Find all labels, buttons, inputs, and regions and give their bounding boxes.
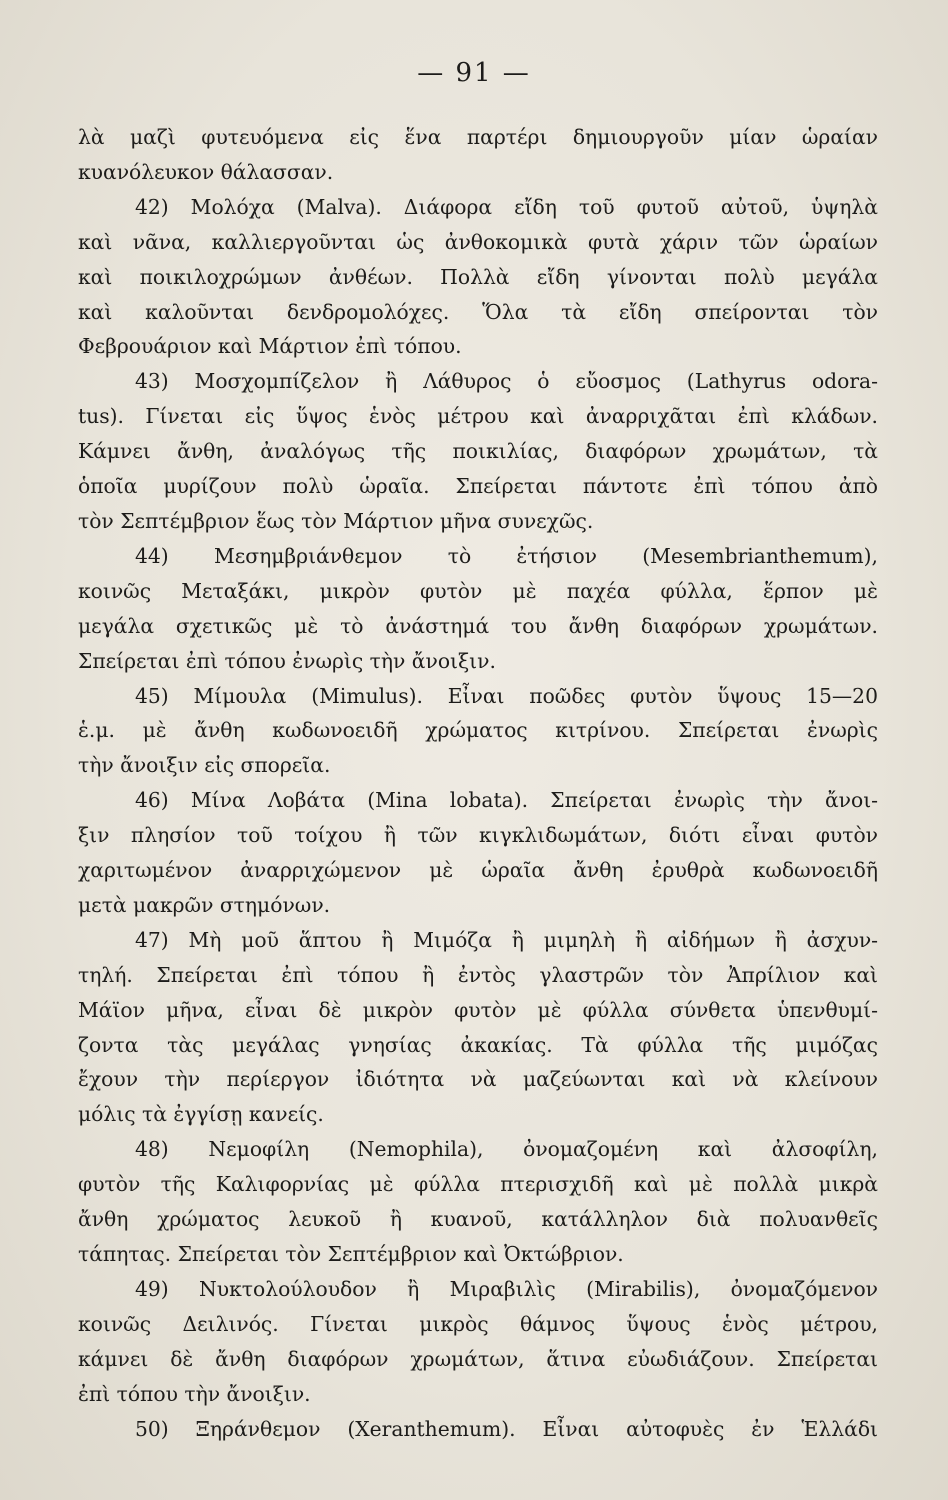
text-line: tus). Γίνεται εἰς ὕψος ἑνὸς μέτρου καὶ ἀναρριχᾶται ἐπὶ κλάδων. xyxy=(78,404,878,429)
text-line: 49) Νυκτολούλουδον ἢ Μιραβιλὶς (Mirabilis), ὀνομαζόμενον xyxy=(135,1276,878,1301)
text-line: ἐπὶ τόπου τὴν ἄνοιξιν. xyxy=(78,1381,311,1406)
text-line: κάμνει δὲ ἄνθη διαφόρων χρωμάτων, ἅτινα εὐωδιάζουν. Σπείρεται xyxy=(78,1346,878,1371)
text-line: ἑ.μ. μὲ ἄνθη κωδωνοειδῆ χρώματος κιτρίνου. Σπείρεται ἐνωρὶς xyxy=(78,718,878,743)
text-line: λὰ μαζὶ φυτευόμενα εἰς ἕνα παρτέρι δημιουργοῦν μίαν ὡραίαν xyxy=(78,125,878,149)
text-line: μεγάλα σχετικῶς μὲ τὸ ἀνάστημά του ἄνθη διαφόρων χρωμάτων. xyxy=(78,613,878,638)
text-line: χαριτωμένον ἀναρριχώμενον μὲ ὡραῖα ἄνθη ἐρυθρὰ κωδωνοειδῆ xyxy=(78,858,878,883)
page-number: — 91 — xyxy=(417,58,531,88)
text-line: καὶ καλοῦνται δενδρομολόχες. Ὅλα τὰ εἴδη σπείρονται τὸν xyxy=(78,299,878,324)
text-line: 42) Μολόχα (Malva). Διάφορα εἴδη τοῦ φυτοῦ αὐτοῦ, ὑψηλὰ xyxy=(135,194,878,219)
text-line: κοινῶς Δειλινός. Γίνεται μικρὸς θάμνος ὕψους ἑνὸς μέτρου, xyxy=(78,1311,878,1336)
text-line: ξιν πλησίον τοῦ τοίχου ἢ τῶν κιγκλιδωμάτων, διότι εἶναι φυτὸν xyxy=(78,823,878,848)
text-line: φυτὸν τῆς Καλιφορνίας μὲ φύλλα πτερισχιδῆ καὶ μὲ πολλὰ μικρὰ xyxy=(78,1172,878,1197)
text-line: τὴν ἄνοιξιν εἰς σπορεῖα. xyxy=(78,753,331,778)
text-line: Σπείρεται ἐπὶ τόπου ἐνωρὶς τὴν ἄνοιξιν. xyxy=(78,648,496,673)
text-line: μόλις τὰ ἐγγίσῃ κανείς. xyxy=(78,1102,324,1127)
text-line: κυανόλευκον θάλασσαν. xyxy=(78,159,334,184)
text-line: ἄνθη χρώματος λευκοῦ ἢ κυανοῦ, κατάλληλον διὰ πολυανθεῖς xyxy=(78,1207,878,1232)
text-line: 48) Νεμοφίλη (Nemophila), ὀνομαζομένη καὶ ἀλσοφίλη, xyxy=(135,1137,878,1162)
text-line: 50) Ξηράνθεμον (Xeranthemum). Εἶναι αὐτοφυὲς ἐν Ἑλλάδι xyxy=(135,1416,878,1441)
text-line: 45) Μίμουλα (Mimulus). Εἶναι ποῶδες φυτὸν ὕψους 15—20 xyxy=(135,683,878,708)
text-line: 46) Μίνα Λοβάτα (Mina lobata). Σπείρεται ἐνωρὶς τὴν ἄνοι- xyxy=(135,788,878,813)
text-line: ζοντα τὰς μεγάλας γνησίας ἀκακίας. Τὰ φύλλα τῆς μιμόζας xyxy=(78,1032,878,1057)
text-line: καὶ ποικιλοχρώμων ἀνθέων. Πολλὰ εἴδη γίνονται πολὺ μεγάλα xyxy=(78,264,878,289)
text-line: τὸν Σεπτέμβριον ἕως τὸν Μάρτιον μῆνα συνεχῶς. xyxy=(78,508,594,533)
text-line: καὶ νᾶνα, καλλιεργοῦνται ὡς ἀνθοκομικὰ φυτὰ χάριν τῶν ὡραίων xyxy=(78,229,878,254)
text-line: μετὰ μακρῶν στημόνων. xyxy=(78,892,331,917)
text-line: 44) Μεσημβριάνθεμον τὸ ἐτήσιον (Mesembrianthemum), xyxy=(135,543,878,568)
text-line: τάπητας. Σπείρεται τὸν Σεπτέμβριον καὶ Ὀκτώβριον. xyxy=(78,1242,624,1266)
body-text xyxy=(78,120,878,1446)
text-line: κοινῶς Μεταξάκι, μικρὸν φυτὸν μὲ παχέα φύλλα, ἕρπον μὲ xyxy=(78,578,878,603)
text-line: 47) Μὴ μοῦ ἅπτου ἢ Μιμόζα ἢ μιμηλὴ ἢ αἰδήμων ἢ ἀσχυν- xyxy=(135,927,878,952)
text-line: Φεβρουάριον καὶ Μάρτιον ἐπὶ τόπου. xyxy=(78,334,462,359)
text-line: ἔχουν τὴν περίεργον ἰδιότητα νὰ μαζεύωνται καὶ νὰ κλείνουν xyxy=(78,1067,878,1092)
text-line: 43) Μοσχομπίζελον ἢ Λάθυρος ὁ εὔοσμος (Lathyrus odora- xyxy=(135,369,878,394)
text-line: Κάμνει ἄνθη, ἀναλόγως τῆς ποικιλίας, διαφόρων χρωμάτων, τὰ xyxy=(78,439,878,464)
text-line: τηλή. Σπείρεται ἐπὶ τόπου ἢ ἐντὸς γλαστρῶν τὸν Ἀπρίλιον καὶ xyxy=(78,962,878,987)
text-line: ὁποῖα μυρίζουν πολὺ ὡραῖα. Σπείρεται πάντοτε ἐπὶ τόπου ἀπὸ xyxy=(78,474,878,499)
text-line: Μάϊον μῆνα, εἶναι δὲ μικρὸν φυτὸν μὲ φύλλα σύνθετα ὑπενθυμί- xyxy=(78,997,878,1022)
